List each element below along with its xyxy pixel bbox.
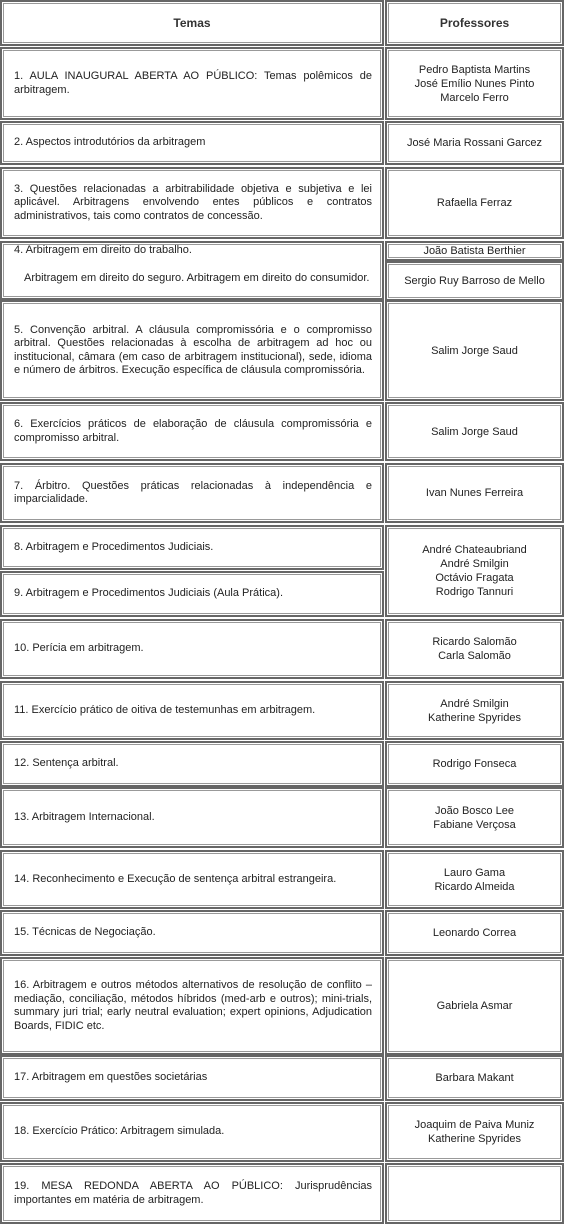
tema-text: 9. Arbitragem e Procedimentos Judiciais (Aula Prática). (14, 587, 284, 600)
tema-cell (0, 850, 384, 909)
tema-cell (0, 741, 384, 787)
professores-cell (385, 850, 564, 909)
professor-name: José Maria Rossani Garcez (406, 137, 543, 149)
tema-text: 7. Árbitro. Questões práticas relacionadas à independência e imparcialidade. (14, 479, 372, 505)
professor-name: Rafaella Ferraz (436, 197, 513, 209)
tema-cell (0, 47, 384, 120)
professores-cell (385, 300, 564, 401)
professor-name: Sergio Ruy Barroso de Mello (404, 275, 545, 287)
professor-name: Barbara Makant (435, 1072, 514, 1084)
professor-name: Gabriela Asmar (436, 1000, 513, 1012)
tema-text: 6. Exercícios práticos de elaboração de cláusula compromissória e compromisso arbitral. (14, 418, 372, 444)
tema-cell (0, 300, 384, 401)
professor-name: Carla Salomão (438, 650, 511, 662)
professores-cell (385, 787, 564, 848)
professor-name: Fabiane Verçosa (433, 818, 516, 831)
professores-cell (385, 910, 564, 956)
professor-name: Katherine Spyrides (428, 711, 521, 724)
tema-cell (0, 121, 384, 165)
tema-text-2: Arbitragem em direito do seguro. Arbitragem em direito do consumidor. (24, 271, 370, 284)
professores-cell (385, 525, 564, 617)
professores-cell (385, 463, 564, 523)
professor-name: Lauro Gama (443, 866, 506, 879)
tema-text: 13. Arbitragem Internacional. (14, 810, 155, 823)
professor-name: João Batista Berthier (423, 245, 526, 257)
professores-cell (385, 741, 564, 787)
tema-text: 1. AULA INAUGURAL ABERTA AO PÚBLICO: Temas polêmicos de arbitragem. (14, 70, 372, 96)
professor-name: Ricardo Salomão (432, 636, 517, 648)
professor-name: Salim Jorge Saud (431, 425, 518, 438)
tema-text: 2. Aspectos introdutórios da arbitragem (14, 136, 206, 149)
professores-cell (385, 1055, 564, 1101)
professor-name: José Emílio Nunes Pinto (414, 77, 535, 90)
professores-cell (385, 47, 564, 120)
tema-text: 14. Reconhecimento e Execução de sentença arbitral estrangeira. (14, 872, 337, 885)
professores-cell (385, 121, 564, 165)
tema-cell (0, 957, 384, 1055)
professores-cell (385, 957, 564, 1055)
tema-text: 8. Arbitragem e Procedimentos Judiciais. (14, 540, 214, 553)
tema-cell (0, 787, 384, 848)
professores-cell (385, 167, 564, 239)
professores-cell (385, 1163, 564, 1224)
tema-cell (0, 910, 384, 956)
tema-cell (0, 241, 384, 300)
tema-cell (0, 571, 384, 617)
tema-cell (0, 1102, 384, 1162)
tema-text: 12. Sentença arbitral. (14, 757, 119, 770)
professor-name: André Chateaubriand (422, 544, 527, 556)
tema-text: 17. Arbitragem em questões societárias (14, 1071, 208, 1084)
professor-name: Ivan Nunes Ferreira (425, 487, 524, 499)
professor-name: Octávio Fragata (435, 572, 514, 584)
tema-text: 5. Convenção arbitral. A cláusula compromissória e o compromisso arbitral. Questões relacionadas à escolha de arbitragem ad hoc ou institucional, câmara (em caso de arbitragem institucional), sede, idioma e número de árbitros. Execução específica de cláusula compromissória. (14, 323, 372, 376)
professor-name: Joaquim de Paiva Muniz (414, 1119, 535, 1131)
tema-text: 19. MESA REDONDA ABERTA AO PÚBLICO: Jurisprudências importantes em matéria de arbitragem. (14, 1180, 372, 1206)
professores-cell (385, 402, 564, 461)
tema-text: 18. Exercício Prático: Arbitragem simulada. (14, 1125, 225, 1138)
tema-cell (0, 402, 384, 461)
professor-name: Marcelo Ferro (440, 91, 509, 104)
tema-text: 15. Técnicas de Negociação. (14, 926, 156, 939)
professor-name: Ricardo Almeida (434, 880, 515, 893)
professor-name: João Bosco Lee (435, 804, 514, 817)
professor-name: Rodrigo Tannuri (435, 586, 514, 598)
professores-cell (385, 1102, 564, 1162)
professor-name: André Smilgin (440, 697, 509, 710)
professor-name: Salim Jorge Saud (431, 344, 518, 357)
professor-name: Leonardo Correa (432, 927, 517, 939)
professor-name: André Smilgin (440, 558, 509, 570)
header-professores: Professores (385, 0, 564, 46)
tema-cell (0, 167, 384, 239)
professor-name: Katherine Spyrides (428, 1133, 521, 1145)
tema-cell (0, 1055, 384, 1101)
tema-cell (0, 619, 384, 679)
tema-cell (0, 525, 384, 570)
professor-name: Pedro Baptista Martins (418, 63, 531, 76)
tema-cell (0, 463, 384, 523)
tema-text: 11. Exercício prático de oitiva de testemunhas em arbitragem. (14, 703, 316, 716)
professores-cell (385, 261, 564, 301)
tema-text: 4. Arbitragem em direito do trabalho. (14, 244, 192, 256)
tema-cell (0, 681, 384, 740)
tema-text: 10. Perícia em arbitragem. (14, 642, 144, 655)
tema-text: 16. Arbitragem e outros métodos alternativos de resolução de conflito – mediação, conciliação, métodos híbridos (med-arb e outros); mini-trials, summary juri trial; early neutral evaluation; expert opinions, Adjudication Boards, FIDIC etc. (14, 979, 372, 1032)
tema-cell (0, 1163, 384, 1224)
professores-cell (385, 241, 564, 261)
professor-name: Rodrigo Fonseca (432, 758, 517, 770)
professores-cell (385, 681, 564, 740)
header-temas: Temas (0, 0, 384, 46)
tema-text: 3. Questões relacionadas a arbitrabilidade objetiva e subjetiva e lei aplicável. Arbitragens envolvendo entes públicos e contratos administrativos, tais como contratos de concessão. (14, 182, 372, 222)
professores-cell (385, 619, 564, 679)
